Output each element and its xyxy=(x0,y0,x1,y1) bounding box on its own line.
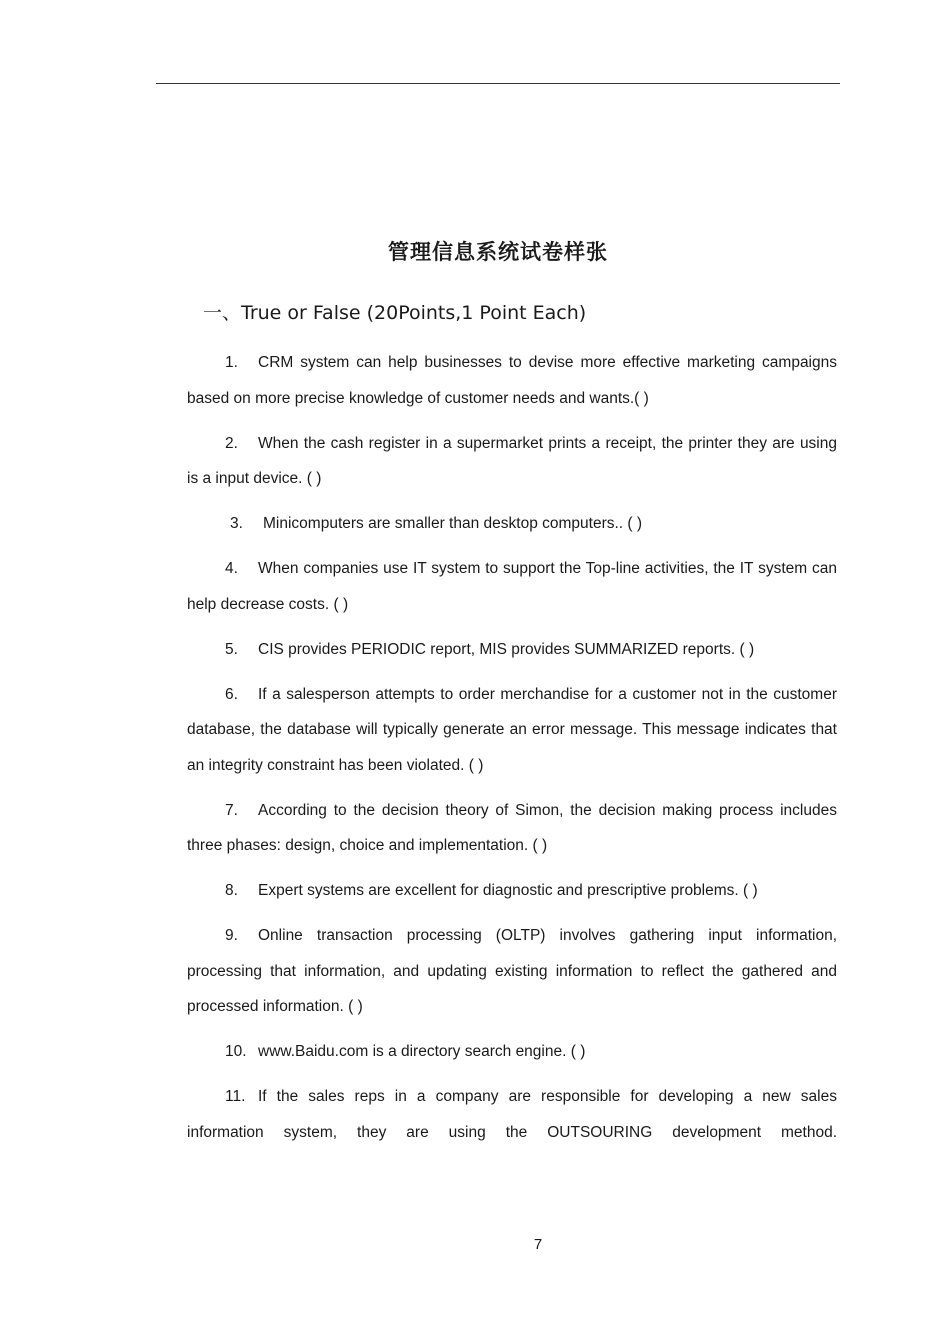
question-number: 9. xyxy=(225,927,238,944)
question-number: 10. xyxy=(225,1043,247,1060)
question-10 xyxy=(187,1034,837,1070)
question-text: Minicomputers are smaller than desktop computers.. ( ) xyxy=(263,515,643,532)
question-number: 4. xyxy=(225,560,238,577)
question-number: 6. xyxy=(225,685,238,703)
page-number: 7 xyxy=(533,1236,543,1253)
question-number: 11. xyxy=(225,1088,246,1105)
question-number: 5. xyxy=(225,640,238,658)
question-text: www.Baidu.com is a directory search engine. ( ) xyxy=(258,1043,586,1060)
question-number: 7. xyxy=(225,801,238,819)
question-2 xyxy=(187,426,837,497)
question-text: If the sales reps in a company are responsible for developing a new sales information system, they are using the OUTSOURING development method. xyxy=(187,1088,837,1141)
question-text: CIS provides PERIODIC report, MIS provides SUMMARIZED reports. ( ) xyxy=(258,640,755,658)
question-11 xyxy=(187,1079,837,1150)
question-9 xyxy=(187,918,837,1025)
header-rule xyxy=(156,83,840,84)
question-text: Expert systems are excellent for diagnostic and prescriptive problems. ( ) xyxy=(258,882,758,899)
question-text: CRM system can help businesses to devise more effective marketing campaigns based on more precise knowledge of customer needs and wants.( ) xyxy=(187,354,837,407)
question-4 xyxy=(187,551,837,622)
question-number: 3. xyxy=(230,515,243,532)
question-1 xyxy=(187,345,837,416)
question-7 xyxy=(187,793,837,864)
question-text: When companies use IT system to support the Top-line activities, the IT system can help decrease costs. ( ) xyxy=(187,560,837,613)
question-5 xyxy=(187,632,837,668)
question-text: Online transaction processing (OLTP) involves gathering input information, processing that information, and updating existing information to reflect the gathered and processed information. ( ) xyxy=(187,927,837,1015)
question-number: 1. xyxy=(225,354,238,371)
question-number: 2. xyxy=(225,434,238,452)
question-8 xyxy=(187,873,837,909)
section-heading: 一、True or False (20Points,1 Point Each) xyxy=(203,302,587,324)
question-text: If a salesperson attempts to order merchandise for a customer not in the customer database, the database will typically generate an error message. This message indicates that an integrity constraint has been violated. ( ) xyxy=(187,685,837,774)
question-text: When the cash register in a supermarket prints a receipt, the printer they are using is a input device. ( ) xyxy=(187,434,837,487)
question-list xyxy=(187,345,837,1160)
question-number: 8. xyxy=(225,882,238,899)
page-title: 管理信息系统试卷样张 xyxy=(388,240,608,264)
question-3 xyxy=(187,506,837,542)
question-text: According to the decision theory of Simon, the decision making process includes three phases: design, choice and implementation. ( ) xyxy=(187,801,837,854)
question-6 xyxy=(187,677,837,784)
